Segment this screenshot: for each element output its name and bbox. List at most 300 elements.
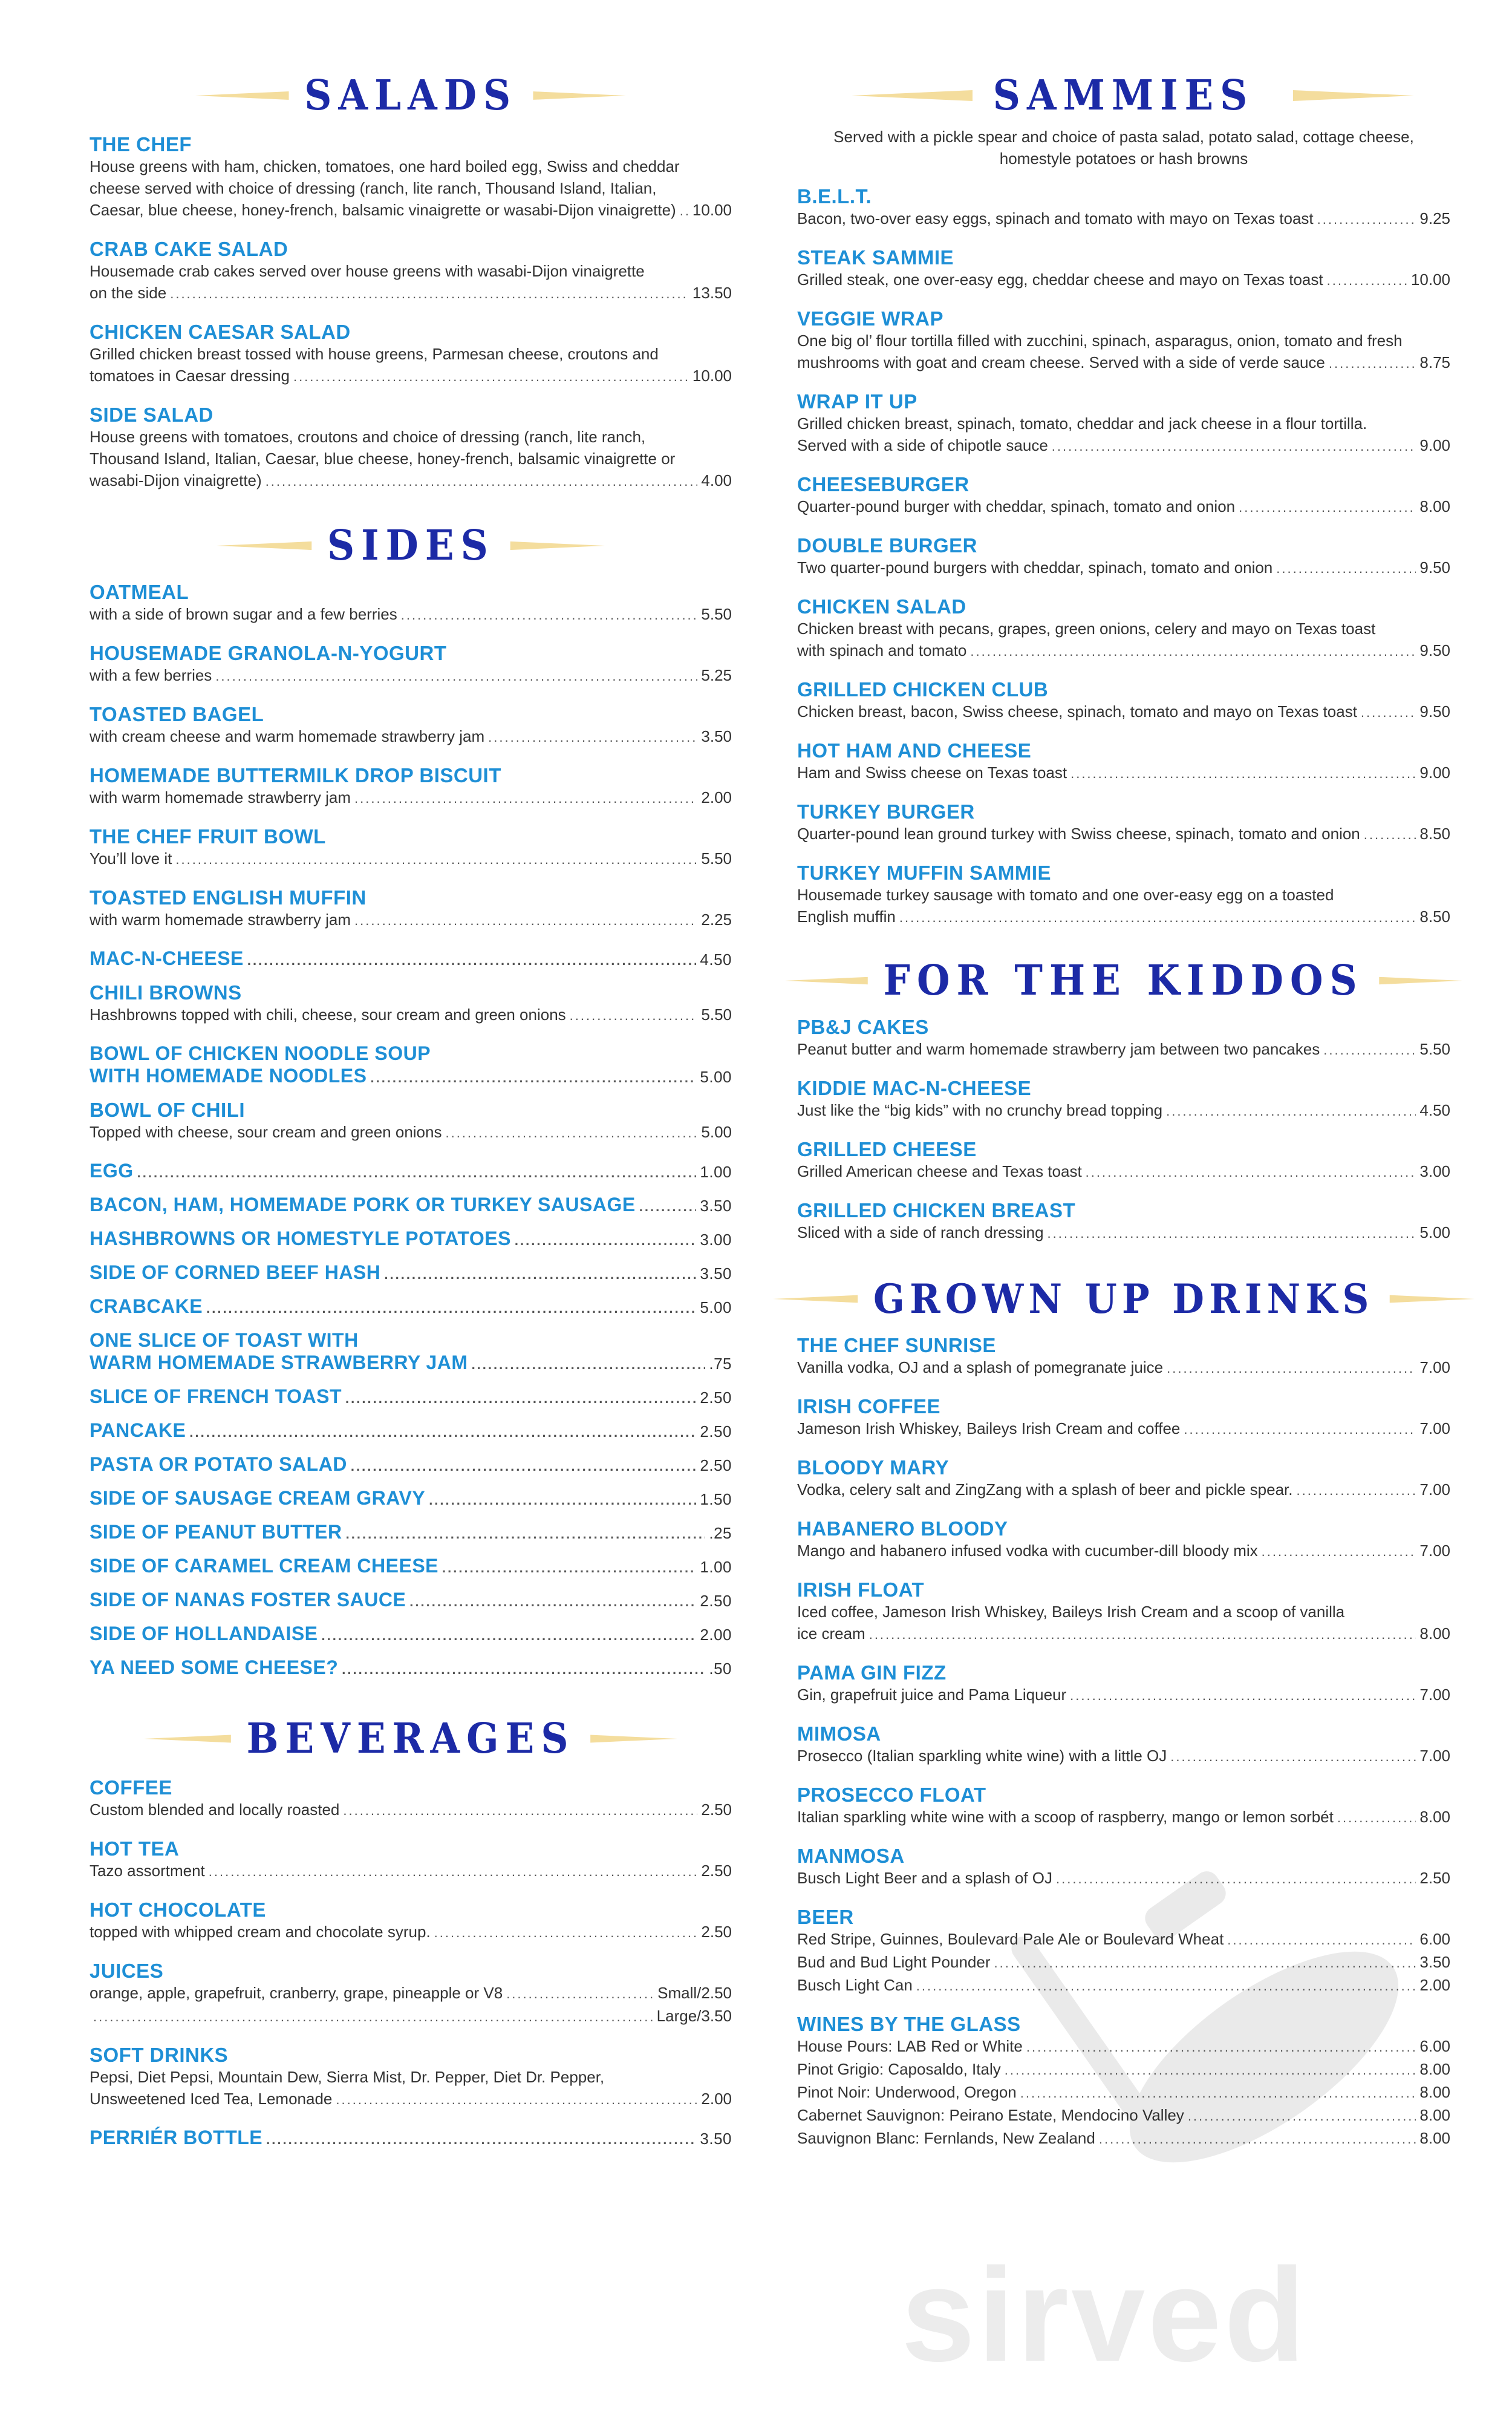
item-price: 7.00 [1419,1358,1450,1376]
price-row [797,1479,1450,1502]
salads-header [90,71,732,120]
item-description [797,1745,1450,1768]
price-row [797,1867,1450,1890]
price-row [797,2104,1450,2127]
item-price: 1.50 [700,1490,732,1508]
item-price: 9.25 [1419,209,1450,227]
price-row [797,1221,1450,1244]
row-text: Grilled steak, one over-easy egg, cheddar cheese and mayo on Texas toast [797,270,1323,289]
row-text: Mango and habanero infused vodka with cucumber-dill bloody mix [797,1542,1258,1560]
row-text: topped with whipped cream and chocolate syrup. [90,1923,431,1941]
price-row [90,1656,732,1681]
price-row [797,762,1450,785]
item-price: 5.50 [701,1006,732,1024]
dot-leader [1056,1868,1416,1890]
price-row [797,269,1450,292]
description-line: House greens with ham, chicken, tomatoes, one hard boiled egg, Swiss and cheddar [90,157,680,175]
menu-item [797,1906,1450,1997]
dot-leader [345,1387,696,1410]
row-text: Two quarter-pound burgers with cheddar, spinach, tomato and onion [797,558,1273,577]
price-row [90,1194,732,1218]
menu-item [90,825,732,871]
sides-list [90,581,732,1681]
description-line: Grilled chicken breast tossed with house greens, Parmesan cheese, croutons and [90,345,659,363]
price-row [797,906,1450,929]
item-description [90,786,732,809]
item-price: 6.00 [1419,1930,1450,1948]
dot-leader [370,1067,696,1089]
menu-item [90,1453,732,1477]
row-text: Jameson Irish Whiskey, Baileys Irish Cream and coffee [797,1419,1181,1437]
item-name: PROSECCO FLOAT [797,1784,986,1806]
menu-item [90,1160,732,1184]
dot-leader [1276,558,1416,580]
dot-leader [336,2089,697,2111]
item-description [90,343,732,388]
menu-item [90,1656,732,1681]
dot-leader [266,2128,696,2151]
item-name: THE CHEF FRUIT BOWL [90,825,326,848]
price-row [90,1261,732,1286]
menu-item [90,1623,732,1647]
menu-item [90,321,732,388]
item-price: 5.50 [701,605,732,623]
dot-leader [351,1455,696,1477]
price-row [90,2005,732,2028]
menu-item [90,1194,732,1218]
dot-leader [1070,1685,1416,1707]
sammies-header [797,71,1450,120]
description-line: cheese served with choice of dressing (ranch, lite ranch, Thousand Island, Italian, [90,179,657,197]
dot-leader [680,200,689,222]
item-price: 5.50 [1419,1040,1450,1058]
menu-item [797,473,1450,518]
item-description [797,495,1450,518]
left-column [90,0,732,2160]
item-name: GRILLED CHEESE [797,1138,977,1160]
row-text: mushrooms with goat and cream cheese. Served with a side of verde sauce [797,353,1325,371]
item-price: 1.00 [700,1558,732,1576]
item-price: 5.00 [1419,1223,1450,1241]
row-text: Quarter-pound lean ground turkey with Swiss cheese, spinach, tomato and onion [797,825,1360,843]
item-price: 2.00 [700,1626,732,1644]
dot-leader [1239,497,1416,518]
row-text: Red Stripe, Guinnes, Boulevard Pale Ale or Boulevard Wheat [797,1930,1224,1948]
price-row [90,1860,732,1883]
item-price: 10.00 [692,367,732,385]
item-price: 8.00 [1419,2106,1450,2124]
item-name: IRISH COFFEE [797,1395,941,1418]
item-description [797,823,1450,846]
item-description [797,1684,1450,1707]
dot-leader [445,1122,697,1144]
item-description [90,848,732,871]
row-text: Cabernet Sauvignon: Peirano Estate, Mendocino Valley [797,2106,1184,2124]
price-row [90,1453,732,1477]
item-name: TOASTED ENGLISH MUFFIN [90,886,367,909]
row-text: Pinot Grigio: Caposaldo, Italy [797,2060,1001,2078]
item-description [797,701,1450,724]
sides-header [90,522,732,570]
row-text: Vanilla vodka, OJ and a splash of pomegranate juice [797,1358,1164,1376]
row-text: Pinot Noir: Underwood, Oregon [797,2083,1017,2101]
dot-leader [354,788,697,809]
price-row [797,1099,1450,1122]
price-row [797,557,1450,580]
price-row [90,1295,732,1320]
dot-leader [247,949,697,972]
row-text: on the side [90,284,167,302]
dot-leader [137,1162,697,1184]
price-row [797,1418,1450,1441]
row-text: House Pours: LAB Red or White [797,2037,1023,2055]
dot-leader [1227,1929,1416,1951]
dot-leader [506,1983,654,2005]
dot-leader [869,1624,1416,1646]
menu-item [90,1589,732,1613]
item-description [90,1004,732,1027]
dot-leader [215,666,697,687]
item-price: 5.50 [701,849,732,868]
row-text: Served with a side of chipotle sauce [797,436,1048,454]
menu-item [90,238,732,305]
item-name: SIDE OF HOLLANDAISE [90,1623,318,1644]
menu-item [797,1661,1450,1707]
item-description [90,603,732,626]
item-name: DOUBLE BURGER [797,534,978,557]
item-price: 13.50 [692,284,732,302]
item-name: CHILI BROWNS [90,981,242,1004]
item-name: YA NEED SOME CHEESE? [90,1656,339,1678]
menu-item [797,534,1450,580]
menu-item [797,1395,1450,1441]
item-description [90,1799,732,1822]
item-price: 5.25 [701,666,732,684]
item-price: 2.50 [700,1422,732,1441]
row-text: Hashbrowns topped with chili, cheese, sour cream and green onions [90,1006,566,1024]
item-name: CHICKEN CAESAR SALAD [90,321,351,343]
menu-item [797,739,1450,785]
row-text: Peanut butter and warm homemade strawberry jam between two pancakes [797,1040,1320,1058]
price-row [797,1160,1450,1183]
menu-item [797,1138,1450,1183]
row-text: with a few berries [90,666,212,684]
item-price: 2.50 [701,1862,732,1880]
header-rule-left [852,90,973,101]
description-line: House greens with tomatoes, croutons and choice of dressing (ranch, lite ranch, [90,428,646,446]
item-name: PERRIÉR BOTTLE [90,2127,263,2148]
dot-leader [1337,1807,1416,1829]
price-row [90,909,732,932]
dot-leader [1296,1480,1416,1502]
drinks-list [797,1334,1450,2150]
item-description [90,1982,732,2028]
price-row [797,823,1450,846]
menu-item [90,1419,732,1444]
item-name: PANCAKE [90,1419,186,1441]
row-text: Tazo assortment [90,1862,205,1880]
item-name: THE CHEF [90,133,192,155]
menu-item [90,1385,732,1410]
dot-leader [899,907,1416,929]
dot-leader [1086,1162,1416,1183]
kiddos-title: FOR THE KIDDOS [868,957,1380,1005]
row-text: Ham and Swiss cheese on Texas toast [797,764,1067,782]
dot-leader [1048,1223,1416,1244]
drinks-header [797,1275,1450,1323]
item-description [797,1356,1450,1379]
menu-item [797,307,1450,374]
price-row [90,1555,732,1579]
price-row [797,639,1450,662]
item-price: Small/2.50 [657,1984,732,2002]
salads-title: SALADS [288,71,532,120]
price-row [90,947,732,972]
item-description [797,2035,1450,2150]
item-description [797,208,1450,231]
item-description [90,1921,732,1944]
drinks-title: GROWN UP DRINKS [858,1275,1389,1323]
item-price: 8.75 [1419,353,1450,371]
menu-item [797,1578,1450,1646]
item-description [90,664,732,687]
description-line: Grilled chicken breast, spinach, tomato, cheddar and jack cheese in a flour tortilla. [797,414,1367,433]
dot-leader [515,1229,696,1252]
price-row [797,2035,1450,2058]
item-name: GRILLED CHICKEN BREAST [797,1199,1076,1221]
item-name: PB&J CAKES [797,1016,929,1038]
dot-leader [1052,436,1416,457]
item-price: 7.00 [1419,1480,1450,1499]
item-name: BLOODY MARY [797,1456,950,1479]
price-row [90,1487,732,1511]
row-text: Prosecco (Italian sparkling white wine) with a little OJ [797,1747,1167,1765]
item-name: SIDE OF PEANUT BUTTER [90,1521,342,1543]
menu-item [90,1555,732,1579]
row-text: You’ll love it [90,849,172,868]
dot-leader [175,849,697,871]
price-row [90,1352,732,1376]
item-name: IRISH FLOAT [797,1578,925,1601]
row-text: with a side of brown sugar and a few berries [90,605,397,623]
item-name: CHICKEN SALAD [797,595,966,618]
price-row [797,1745,1450,1768]
menu-item [90,886,732,932]
item-name: MAC-N-CHEESE [90,947,244,969]
item-name: BEER [797,1906,854,1928]
item-price: 2.50 [701,1923,732,1941]
row-text: Custom blended and locally roasted [90,1800,340,1819]
menu-item [797,1077,1450,1122]
dot-leader [209,1861,698,1883]
item-price: .50 [709,1660,732,1678]
item-price: 2.25 [701,911,732,929]
item-price: 10.00 [692,201,732,219]
menu-item [797,1199,1450,1244]
item-price: 4.50 [1419,1101,1450,1119]
menu-item [797,1784,1450,1829]
price-row [90,1228,732,1252]
item-name: SIDE OF CORNED BEEF HASH [90,1261,381,1283]
row-text: Grilled American cheese and Texas toast [797,1162,1082,1180]
dot-leader [1361,702,1416,724]
dot-leader [1184,1419,1416,1441]
item-description [797,1867,1450,1890]
item-name: TURKEY BURGER [797,800,975,823]
price-row [90,725,732,748]
item-name: HOT TEA [90,1837,180,1860]
price-row [797,2058,1450,2081]
header-rule-right [1293,90,1414,101]
item-price: 5.00 [701,1123,732,1141]
menu-item [90,1487,732,1511]
item-name: STEAK SAMMIE [797,246,954,269]
item-price: 3.00 [700,1231,732,1249]
dot-leader [266,471,698,492]
item-price: 9.00 [1419,764,1450,782]
item-name: SIDE OF SAUSAGE CREAM GRAVY [90,1487,426,1509]
row-text: Quarter-pound burger with cheddar, spinach, tomato and onion [797,497,1236,515]
menu-item [797,1456,1450,1502]
menu-item [90,1228,732,1252]
item-description [90,260,732,305]
item-price: 8.50 [1419,825,1450,843]
item-description [797,269,1450,292]
item-price: 5.00 [700,1298,732,1316]
item-price: 2.00 [1419,1976,1450,1994]
dot-leader [343,1800,697,1822]
dot-leader [1170,1746,1416,1768]
description-line: Chicken breast with pecans, grapes, green onions, celery and mayo on Texas toast [797,620,1376,638]
menu-item [797,1722,1450,1768]
price-row [90,282,732,305]
watermark-text: sirved [901,2240,1308,2389]
item-price: 3.00 [1419,1162,1450,1180]
row-text: with warm homemade strawberry jam [90,788,351,806]
dot-leader [93,2006,653,2028]
dot-leader [189,1421,696,1444]
item-name: MANMOSA [797,1845,905,1867]
row-text: Vodka, celery salt and ZingZang with a splash of beer and pickle spear. [797,1480,1293,1499]
price-row [797,434,1450,457]
item-name: COFFEE [90,1776,172,1799]
item-description [797,1221,1450,1244]
price-row [797,1974,1450,1997]
item-price: 9.50 [1419,702,1450,721]
price-row [90,1521,732,1545]
dot-leader [346,1523,706,1545]
menu-item [90,1776,732,1822]
item-name: SOFT DRINKS [90,2044,229,2066]
salads-list [90,133,732,492]
dot-leader [994,1952,1416,1974]
beverages-header [90,1715,732,1763]
menu-item [90,2127,732,2151]
item-name: SIDE SALAD [90,404,213,426]
item-name: SLICE OF FRENCH TOAST [90,1385,342,1407]
item-name-line2: WITH HOMEMADE NOODLES [90,1065,367,1087]
price-row [90,1419,732,1444]
item-name: CRABCAKE [90,1295,203,1317]
price-row [90,1385,732,1410]
price-row [797,1540,1450,1563]
price-row [797,1038,1450,1061]
dot-leader [1005,2059,1416,2081]
row-text: ice cream [797,1624,865,1643]
item-price: 3.50 [1419,1953,1450,1971]
item-description [90,1121,732,1144]
item-price: 2.00 [701,2090,732,2108]
item-description [797,1418,1450,1441]
price-row [90,1121,732,1144]
row-text: Just like the “big kids” with no crunchy bread topping [797,1101,1163,1119]
price-row [797,2127,1450,2150]
sammies-subtitle: Served with a pickle spear and choice of pasta salad, potato salad, cottage cheese, homestyle potatoes or hash browns [833,128,1414,168]
dot-leader [488,727,697,748]
item-description [797,330,1450,374]
price-row [90,603,732,626]
dot-leader [1166,1100,1416,1122]
item-price: 3.50 [700,2130,732,2148]
item-name: MIMOSA [797,1722,881,1745]
beverages-title: BEVERAGES [231,1715,590,1763]
item-name: HOT HAM AND CHEESE [797,739,1032,762]
dot-leader [429,1489,696,1511]
price-row [797,208,1450,231]
item-name: TURKEY MUFFIN SAMMIE [797,862,1052,884]
dot-leader [384,1263,696,1286]
menu-item [797,390,1450,457]
item-price: 9.50 [1419,641,1450,659]
menu-item [797,1334,1450,1379]
description-line: One big ol’ flour tortilla filled with zucchini, spinach, asparagus, onion, tomato and fresh [797,332,1403,350]
menu-item [797,185,1450,231]
description-line: Housemade crab cakes served over house greens with wasabi-Dijon vinaigrette [90,262,645,280]
dot-leader [1364,824,1416,846]
dot-leader [1329,353,1416,374]
item-price: 2.00 [701,788,732,806]
item-price: 8.00 [1419,2060,1450,2078]
sammies-title: SAMMIES [977,71,1269,120]
item-description [797,1038,1450,1061]
item-description [90,426,732,492]
row-text: Caesar, blue cheese, honey-french, balsamic vinaigrette or wasabi-Dijon vinaigrette) [90,201,676,219]
dot-leader [170,283,689,305]
dot-leader [1026,2036,1416,2058]
row-text: with warm homemade strawberry jam [90,911,351,929]
item-price: 3.50 [700,1264,732,1283]
row-text: Unsweetened Iced Tea, Lemonade [90,2090,333,2108]
item-name: TOASTED BAGEL [90,703,264,725]
price-row [90,1921,732,1944]
price-row [797,1928,1450,1951]
row-text: orange, apple, grapefruit, cranberry, grape, pineapple or V8 [90,1984,503,2002]
item-name: KIDDIE MAC-N-CHEESE [797,1077,1032,1099]
item-name: HOMEMADE BUTTERMILK DROP BISCUIT [90,764,501,786]
item-name: ONE SLICE OF TOAST WITH [90,1329,359,1351]
item-description [797,1479,1450,1502]
row-text: Sauvignon Blanc: Fernlands, New Zealand [797,2129,1095,2147]
dot-leader [1317,209,1416,231]
item-price: 8.00 [1419,2129,1450,2147]
item-name: CHEESEBURGER [797,473,969,495]
kiddos-list [797,1016,1450,1244]
item-price: 2.50 [700,1592,732,1610]
menu-item [90,1042,732,1089]
item-name-line2: WARM HOMEMADE STRAWBERRY JAM [90,1352,468,1373]
dot-leader [322,1624,697,1647]
price-row [797,1684,1450,1707]
